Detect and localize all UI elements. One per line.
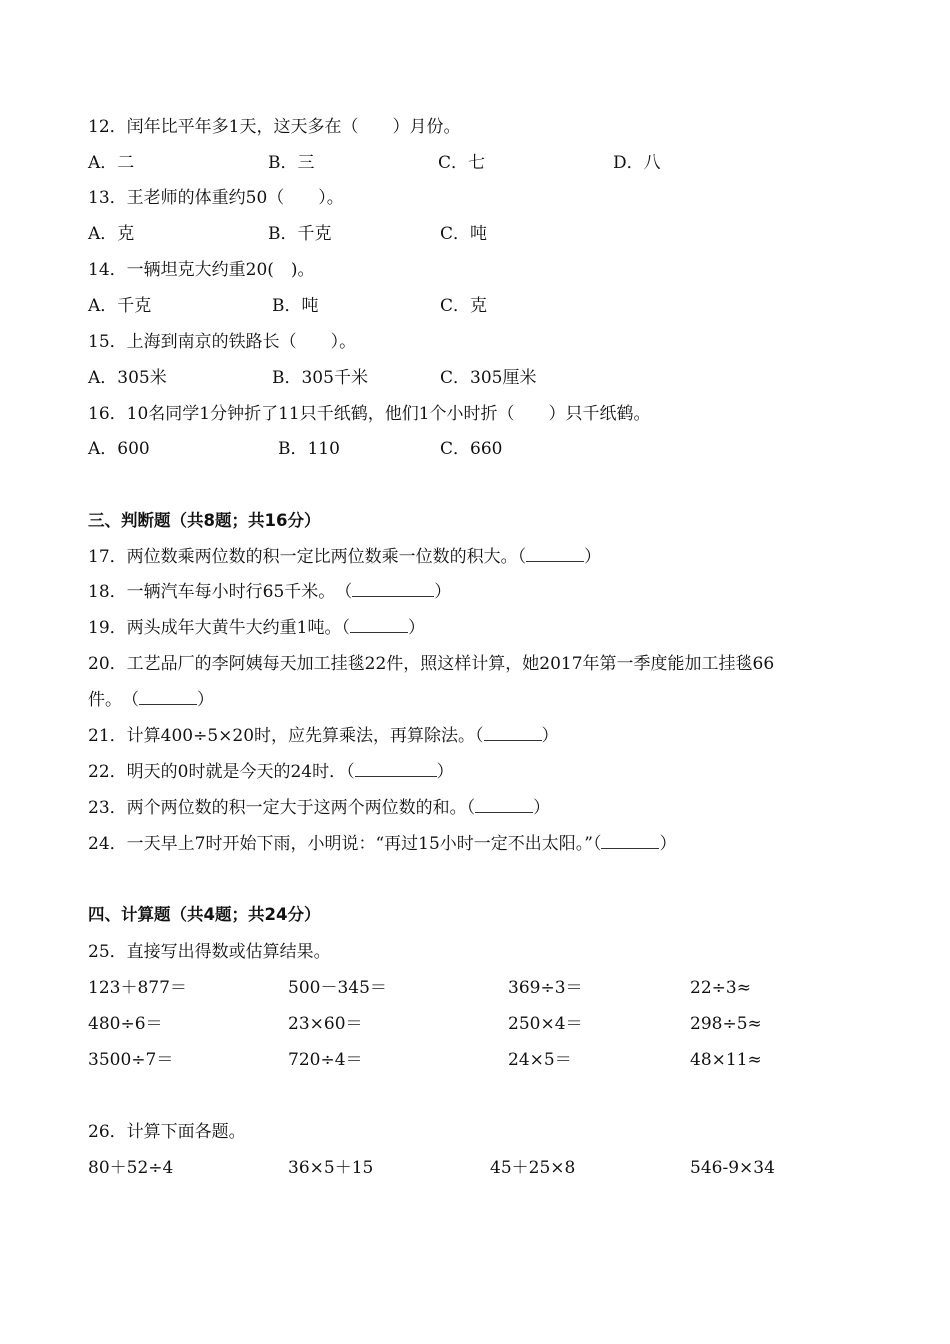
option[interactable]: C．305厘米 — [440, 368, 537, 388]
option[interactable]: C．吨 — [440, 224, 488, 244]
calc-item: 48×11≈ — [690, 1050, 762, 1070]
close-paren: ） — [541, 726, 559, 746]
question-21 — [88, 723, 559, 749]
answer-blank[interactable] — [475, 796, 533, 813]
calc-item: 480÷6＝ — [88, 1014, 163, 1034]
answer-blank[interactable] — [601, 832, 659, 849]
question-text: 19．两头成年大黄牛大约重1吨。（ — [88, 618, 350, 638]
option[interactable]: C．660 — [440, 439, 503, 459]
option[interactable]: B．110 — [278, 439, 340, 459]
calc-item: 123＋877＝ — [88, 978, 187, 998]
question-text: 22．明天的0时就是今天的24时．（ — [88, 762, 355, 782]
close-paren: ） — [434, 582, 452, 602]
question-13-stem: 13．王老师的体重约50（ ）。 — [88, 188, 344, 208]
question-25-stem: 25．直接写出得数或估算结果。 — [88, 942, 331, 962]
option[interactable]: A．305米 — [88, 368, 167, 388]
question-20-continued — [88, 687, 214, 713]
question-text: 23．两个两位数的积一定大于这两个两位数的和。（ — [88, 798, 476, 818]
question-12-stem: 12．闰年比平年多1天，这天多在（ ）月份。 — [88, 117, 461, 137]
question-22 — [88, 759, 454, 785]
close-paren: ） — [436, 762, 454, 782]
option[interactable]: B．三 — [268, 153, 315, 173]
option[interactable]: A．600 — [88, 439, 150, 459]
close-paren: ） — [659, 834, 677, 854]
question-26-stem: 26．计算下面各题。 — [88, 1122, 246, 1142]
calc-item: 500－345＝ — [288, 978, 387, 998]
option[interactable]: D．八 — [613, 153, 661, 173]
question-24 — [88, 831, 676, 857]
calc-item: 36×5＋15 — [288, 1158, 374, 1178]
question-text: 24．一天早上7时开始下雨，小明说：“再过15小时一定不出太阳。”（ — [88, 834, 602, 854]
answer-blank[interactable] — [355, 760, 437, 777]
question-text: 17．两位数乘两位数的积一定比两位数乘一位数的积大。（ — [88, 547, 527, 567]
calc-item: 45＋25×8 — [490, 1158, 576, 1178]
question-19 — [88, 615, 425, 641]
close-paren: ） — [533, 798, 551, 818]
section-3-title: 三、判断题（共8题；共16分） — [88, 511, 321, 530]
calc-item: 369÷3＝ — [508, 978, 583, 998]
answer-blank[interactable] — [350, 616, 408, 633]
question-17 — [88, 544, 601, 570]
answer-blank[interactable] — [526, 545, 584, 562]
question-18 — [88, 579, 451, 605]
option[interactable]: C．克 — [440, 296, 488, 316]
calc-item: 22÷3≈ — [690, 978, 751, 998]
option[interactable]: C．七 — [438, 153, 486, 173]
close-paren: ） — [584, 547, 602, 567]
option[interactable]: A．克 — [88, 224, 135, 244]
calc-item: 24×5＝ — [508, 1050, 572, 1070]
answer-blank[interactable] — [139, 688, 197, 705]
section-4-title: 四、计算题（共4题；共24分） — [88, 905, 321, 924]
option[interactable]: A．二 — [88, 153, 135, 173]
calc-item: 80＋52÷4 — [88, 1158, 174, 1178]
question-15-stem: 15．上海到南京的铁路长（ ）。 — [88, 332, 357, 352]
question-text: 21．计算400÷5×20时，应先算乘法，再算除法。（ — [88, 726, 484, 746]
option[interactable]: B．千克 — [268, 224, 332, 244]
calc-item: 23×60＝ — [288, 1014, 363, 1034]
close-paren: ） — [197, 690, 214, 710]
question-text: 件。 （ — [88, 690, 139, 710]
answer-blank[interactable] — [484, 724, 542, 741]
question-16-stem: 16．10名同学1分钟折了11只千纸鹤，他们1个小时折（ ）只千纸鹤。 — [88, 404, 651, 424]
calc-item: 250×4＝ — [508, 1014, 583, 1034]
question-23 — [88, 795, 550, 821]
calc-item: 298÷5≈ — [690, 1014, 762, 1034]
calc-item: 3500÷7＝ — [88, 1050, 174, 1070]
close-paren: ） — [407, 618, 425, 638]
calc-item: 720÷4＝ — [288, 1050, 363, 1070]
option[interactable]: B．吨 — [272, 296, 319, 316]
question-text: 18．一辆汽车每小时行65千米。 （ — [88, 582, 353, 602]
question-14-stem: 14．一辆坦克大约重20( )。 — [88, 260, 315, 280]
answer-blank[interactable] — [352, 580, 434, 597]
option[interactable]: B．305千米 — [272, 368, 368, 388]
option[interactable]: A．千克 — [88, 296, 152, 316]
question-20: 20．工艺品厂的李阿姨每天加工挂毯22件，照这样计算，她2017年第一季度能加工挂毯66 — [88, 654, 775, 674]
calc-item: 546-9×34 — [690, 1158, 775, 1178]
